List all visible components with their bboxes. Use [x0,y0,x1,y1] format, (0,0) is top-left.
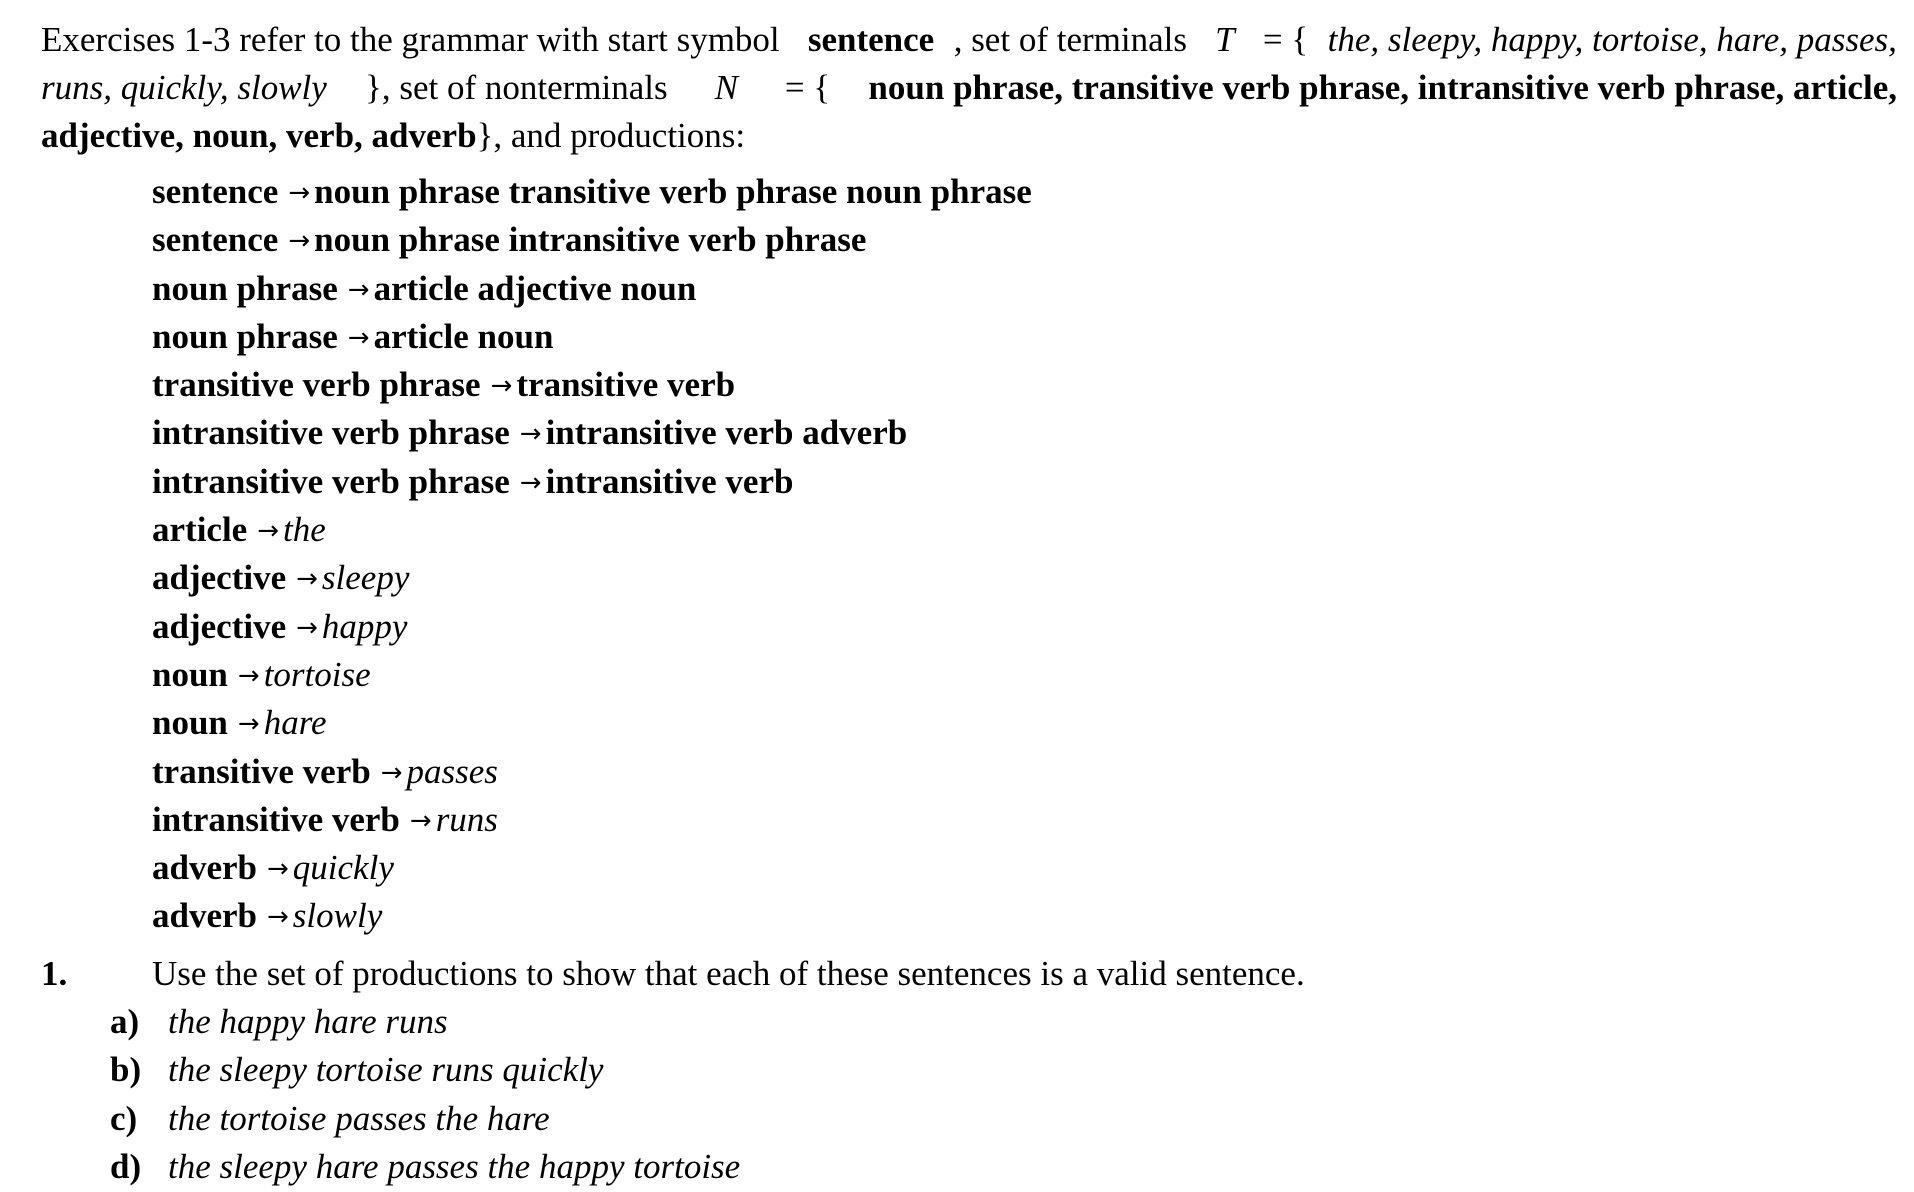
right-arrow-icon: → [237,709,260,740]
exercise-part-letter: a) [110,1002,140,1041]
nonterminal-set-symbol: N [714,68,738,107]
production-rule [152,409,1032,457]
production-rhs: intransitive verb [545,461,794,501]
right-arrow-icon: → [409,805,432,836]
exercise-part-sentence: the sleepy hare passes the happy tortoise [168,1146,741,1186]
production-lhs: adverb [152,848,257,888]
production-lhs: adverb [152,896,257,936]
production-lhs: adjective [152,606,287,646]
production-lhs: article [152,510,248,550]
production-rhs: hare [263,703,327,743]
nonterminal-set-list-2: adjective, noun, verb, adverb [41,116,477,155]
production-rhs: transitive verb [516,365,736,405]
intro-line-2-part-d: = { [776,68,831,107]
production-rhs: runs [435,799,498,839]
production-rhs: intransitive verb adverb [545,413,908,453]
production-rhs: happy [321,606,408,646]
exercise-parts-list [110,998,740,1191]
right-arrow-icon: → [296,612,318,643]
intro-line-3-part-b: }, and productions: [476,116,746,155]
terminal-set-list-2: runs, quickly, slowly [41,68,327,107]
exercise-part-sentence: the tortoise passes the hare [168,1098,550,1138]
production-lhs: sentence [152,220,279,260]
production-rule [152,216,1032,264]
production-rule [152,699,1032,747]
production-rhs: tortoise [263,654,371,694]
production-lhs: noun [152,654,228,694]
nonterminal-set-list-1: noun phrase, transitive verb phrase, intransitive verb phrase, article, [868,68,1897,107]
intro-line-1-part-a: Exercises 1-3 refer to the grammar with start symbol [41,20,789,59]
right-arrow-icon: → [237,660,260,691]
intro-paragraph [41,16,1901,160]
production-rhs: sleepy [321,558,410,598]
intro-line-1-part-c: , set of terminals [953,20,1196,59]
production-rhs: passes [406,751,498,791]
intro-line-2 [41,64,1897,112]
exercise-part [110,998,740,1046]
right-arrow-icon: → [490,371,513,402]
production-rule [152,313,1032,361]
intro-line-3 [41,112,1901,160]
production-rule [152,603,1032,651]
right-arrow-icon: → [267,902,289,933]
production-rule [152,844,1032,892]
start-symbol: sentence [807,20,935,59]
production-rule [152,168,1032,216]
production-rule [152,361,1032,409]
right-arrow-icon: → [347,322,370,353]
production-rule [152,554,1032,602]
production-lhs: noun phrase [152,316,338,356]
production-rhs: the [283,510,326,550]
right-arrow-icon: → [296,564,318,595]
production-lhs: intransitive verb [152,799,400,839]
production-rhs: noun phrase intransitive verb phrase [314,220,867,260]
production-lhs: transitive verb phrase [152,365,481,405]
production-rule [152,265,1032,313]
exercise-part-letter: b) [110,1050,142,1090]
right-arrow-icon: → [288,178,311,208]
intro-line-1-part-e: = { [1254,20,1309,59]
exercise-number: 1. [41,954,68,993]
right-arrow-icon: → [519,419,542,450]
terminal-set-list-1: the, sleepy, happy, tortoise, hare, passes, [1327,20,1897,59]
productions-list [152,168,1032,941]
intro-line-1 [41,16,1897,64]
right-arrow-icon: → [257,516,280,547]
production-rule [152,796,1032,844]
production-rhs: article adjective noun [373,268,697,308]
right-arrow-icon: → [288,226,311,257]
production-lhs: intransitive verb phrase [152,413,510,453]
exercise-part [110,1095,740,1143]
document-page [41,16,1901,1186]
production-rhs: noun phrase transitive verb phrase noun phrase [314,172,1032,211]
production-lhs: noun phrase [152,268,338,308]
intro-line-2-part-b: }, set of nonterminals [365,68,677,107]
exercise-prompt: Use the set of productions to show that each of these sentences is a valid sentence. [152,954,1305,993]
exercise-part-letter: c) [110,1098,138,1138]
production-lhs: sentence [152,172,279,211]
terminal-set-symbol: T [1215,20,1235,59]
production-rule [152,651,1032,699]
production-rule [152,506,1032,554]
right-arrow-icon: → [519,467,542,498]
right-arrow-icon: → [347,274,370,305]
right-arrow-icon: → [380,757,403,788]
exercise-part-sentence: the happy hare runs [168,1002,448,1041]
production-rule [152,458,1032,506]
production-lhs: noun [152,703,228,743]
production-lhs: transitive verb [152,751,371,791]
exercise-part-letter: d) [110,1146,142,1186]
production-rhs: article noun [373,316,554,356]
production-rule [152,892,1032,940]
production-rhs: slowly [292,896,383,936]
production-lhs: intransitive verb phrase [152,461,510,501]
production-rule [152,748,1032,796]
exercise-part-sentence: the sleepy tortoise runs quickly [168,1050,604,1090]
production-lhs: adjective [152,558,287,598]
exercise-part [110,1143,740,1191]
exercise-part [110,1046,740,1094]
production-rhs: quickly [292,848,394,888]
right-arrow-icon: → [267,854,289,885]
